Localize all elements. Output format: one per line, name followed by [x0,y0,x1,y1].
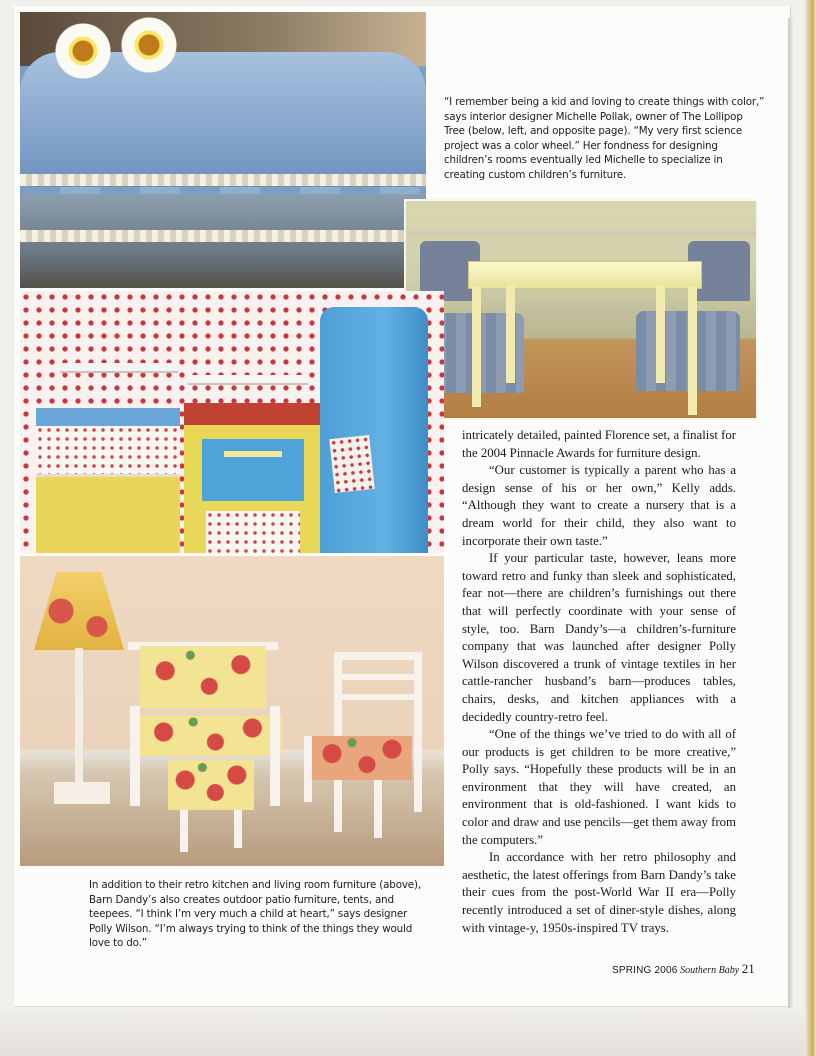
page-number: 21 [741,961,755,976]
article-paragraph: “Our customer is typically a parent who has a design sense of his or her own,” Kelly adds. “Although they want to create a nursery that is a dream world for their child, they also want to incorporate their own taste.” [462,463,736,548]
article-paragraph: “One of the things we’ve tried to do with all of our products is get children to be more creative,” Polly says. “Hopefully these products will be in an environment that they will have created, an environment that is old-fashioned. I want kids to color and draw and use pencils—get them away from the computers.” [462,727,736,847]
article-body [462,427,736,937]
next-page-edge [805,0,816,1056]
issue-season: SPRING 2006 [612,965,678,976]
article-paragraph: intricately detailed, painted Florence set, a finalist for the 2004 Pinnacle Awards for furniture design. [462,428,736,460]
lamp [34,572,124,650]
page-folio [612,961,755,977]
page-edge-shadow [788,18,793,1008]
photo-caption-top: “I remember being a kid and loving to create things with color,” says interior designer Michelle Pollak, owner of The Lollipop Tree (below, left, and opposite page). “My very first science project was a color wheel.” Her fondness for designing children’s rooms eventually led Michelle to specialize in creating custom children’s furniture. [444,96,765,181]
daisy-flower [54,22,112,80]
magazine-name: Southern Baby [680,965,740,976]
scan-background [0,1010,816,1056]
photo-yellow-desk [404,199,758,420]
photo-floral-furniture [20,556,444,866]
photo-retro-kitchen [20,291,444,553]
article-paragraph: In accordance with her retro philosophy and aesthetic, the latest offerings from Barn Dandy’s take their cues from the post-World War II era—Polly recently introduced a set of diner-style dishes, along with vintage-y, 1950s-inspired TV trays. [462,850,736,935]
article-paragraph: If your particular taste, however, leans more toward retro and funky than sleek and sophisticated, fear not—there are children’s furnishings out there that will perfectly coordinate with your sense of style, too. Barn Dandy’s—a children’s-furniture company that was launched after designer Polly Wilson discovered a trunk of vintage textiles in her cattle-rancher husband’s barn—produces tables, chairs, desks, and kitchen appliances with a decidedly country-retro feel. [462,551,736,724]
photo-caption-bottom: In addition to their retro kitchen and living room furniture (above), Barn Dandy’s also creates outdoor patio furniture, tents, and teepees. “I think I’m very much a child at heart,” says designer Polly Wilson. “I’m always trying to think of the things they would love to do.” [89,879,421,950]
photo-blue-pillow-daisies [20,12,426,288]
daisy-flower [120,16,178,74]
